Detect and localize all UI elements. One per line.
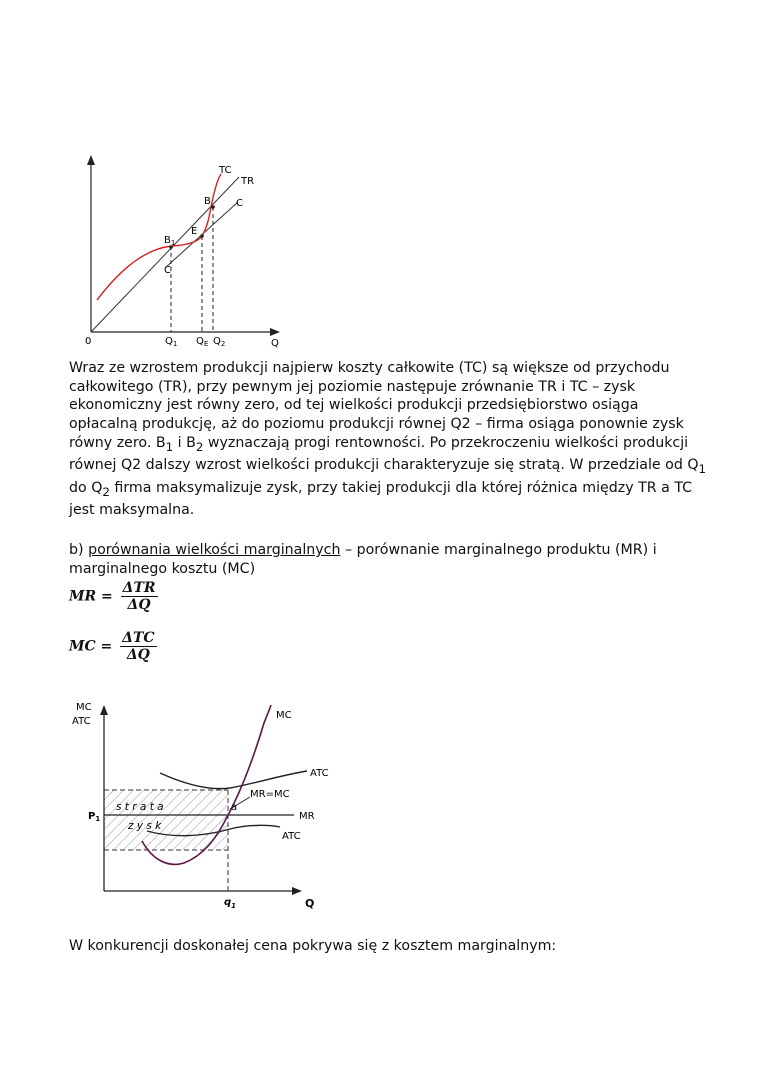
label-q1: $Q_1$ — [165, 336, 178, 348]
y-label-mc: MC — [76, 702, 92, 713]
label-q1: $q_1$ — [224, 897, 237, 910]
tr-tc-figure — [75, 150, 290, 350]
label-q-axis: Q — [271, 338, 279, 349]
section-b-underlined: porównania wielkości marginalnych — [88, 542, 341, 558]
formula-mr: MR = $\frac{\text{ΔTR}}{\Delta Q}$ — [69, 580, 156, 613]
label-strata: s t r a t a — [116, 801, 164, 813]
label-b1: $B_1$ — [164, 235, 176, 247]
formula-mc: MC = $\frac{\text{ΔTC}}{\Delta Q}$ — [69, 630, 155, 663]
tr-line — [91, 177, 239, 332]
x-axis-arrow — [292, 887, 302, 895]
label-atc-top: ATC — [310, 768, 329, 779]
label-e: E — [191, 226, 198, 237]
paragraph-tr-tc: Wraz ze wzrostem produkcji najpierw koszty całkowite (TC) są większe od przychodu całkowitego (TR), przy pewnym jej poziomie następuje zrównanie TR i TC – zysk ekonomiczny jest równy zero, od tej wielkości produkcji przedsiębiorstwo osiąga opłacalną produkcję, aż do poziomu produkcji równej Q2 – firma osiąga ponownie zysk równy zero. $B_1$ i $B_2$ wyznaczają progi rentowności. Po przekroczeniu wielkości produkcji równej Q2 dalszy wzrost wielkości produkcji charakteryzuje się stratą. W przedziale od $Q_1$ do $Q_2$ firma maksymalizuje zysk, przy takiej produkcji dla której różnica między TR a TC jest maksymalna. — [69, 360, 707, 519]
label-origin: 0 — [85, 336, 92, 347]
label-qe: $Q_E$ — [196, 336, 209, 348]
label-a: a — [231, 802, 238, 813]
label-mr-eq-mc: MR=MC — [250, 789, 290, 800]
closing-text: W konkurencji doskonałej cena pokrywa się z kosztem marginalnym: — [69, 938, 557, 954]
label-tc: TC — [219, 165, 232, 176]
x-axis-arrow — [270, 328, 280, 336]
label-q-axis: Q — [305, 897, 315, 910]
point-e — [200, 234, 204, 238]
section-b-heading: b) porównania wielkości marginalnych – porównanie marginalnego produktu (MR) i marginalnego kosztu (MC) — [69, 542, 657, 577]
y-axis-arrow — [87, 155, 95, 165]
label-c-low: C — [164, 265, 171, 276]
atc-upper-curve — [160, 771, 307, 789]
label-tr: TR — [241, 176, 255, 187]
label-q2: $Q_2$ — [213, 336, 226, 348]
label-c-top: C — [236, 198, 243, 209]
label-mc: MC — [276, 710, 292, 721]
label-b: B — [204, 196, 211, 207]
point-b — [211, 205, 215, 209]
y-axis-arrow — [100, 705, 108, 715]
label-zysk: z y s k — [128, 820, 162, 832]
y-label-atc: ATC — [72, 716, 91, 727]
label-mr: MR — [299, 811, 315, 822]
label-p1: $P_1$ — [88, 811, 101, 823]
mc-atc-figure — [72, 693, 342, 918]
label-atc-bottom: ATC — [282, 831, 301, 842]
